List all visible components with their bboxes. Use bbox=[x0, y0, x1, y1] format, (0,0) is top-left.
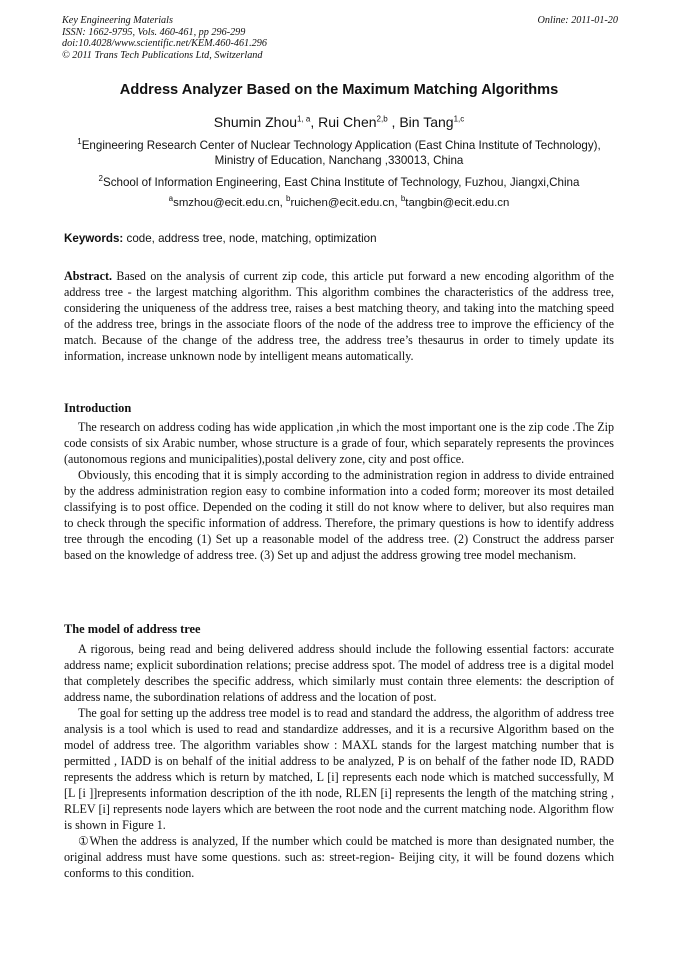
abstract-label: Abstract. bbox=[64, 269, 113, 283]
journal-header bbox=[62, 15, 618, 61]
email-link[interactable]: tangbin@ecit.edu.cn bbox=[405, 197, 510, 209]
author-list: Shumin Zhou$^{1, a}$, Rui Chen$^{2,b}$ , Bin Tang$^{1,c}$ bbox=[213, 114, 465, 130]
introduction-body bbox=[64, 419, 614, 563]
paragraph: A rigorous, being read and being delivered address should include the following essential factors: accurate address name; explicit subordination relations; precise address spot. The model of address tree is a digital model that completely describes the specific address, which similarly must contain three elements: the description of address name, the subordination relations of address and the location of post. bbox=[64, 642, 614, 704]
journal-issn: ISSN: 1662-9795, Vols. 460-461, pp 296-299 bbox=[62, 26, 246, 38]
affiliation-text: School of Information Engineering, East China Institute of Technology, Fuzhou, Jiangxi,China bbox=[102, 176, 580, 189]
keywords bbox=[64, 232, 620, 245]
email-mark: a bbox=[168, 194, 174, 204]
affiliation-text: Engineering Research Center of Nuclear Technology Application (East China Institute of Technology), Ministry of Education, Nanchang ,330013, China bbox=[81, 139, 601, 167]
paper-title: Address Analyzer Based on the Maximum Matching Algorithms bbox=[119, 82, 559, 98]
email-mark: b bbox=[400, 194, 406, 204]
online-date: Online: 2011-01-20 bbox=[537, 15, 618, 26]
author-name: Shumin Zhou bbox=[213, 114, 298, 130]
affiliation-1 bbox=[60, 138, 618, 168]
author-affil-mark: 2,b bbox=[376, 114, 388, 124]
email-link[interactable]: ruichen@ecit.edu.cn bbox=[290, 197, 395, 209]
abstract-paragraph bbox=[64, 268, 614, 364]
paragraph: Obviously, this encoding that it is simply according to the administration region in address to divide entrained by the address administration region easy to combine information into a coded form; moreover its most detailed classifying is to post office. Depended on the coding it still do not know where to deliver, but also requires man to check through the specific information of address. Therefore, the primary questions is how to identify address tree through the encoding (1) Set up a reasonable model of the address tree. (2) Construct the address parser based on the knowledge of address tree. (3) Set up and adjust the address growing tree model mechanism. bbox=[64, 468, 614, 562]
abstract bbox=[64, 268, 614, 364]
author-affil-mark: 1, a bbox=[297, 114, 311, 124]
email-link[interactable]: smzhou@ecit.edu.cn bbox=[173, 197, 280, 209]
section-heading-model: The model of address tree bbox=[64, 622, 201, 636]
paragraph: The research on address coding has wide application ,in which the most important one is the zip code .The Zip code consists of six Arabic number, whose structure is a grade of four, which separately represents the provinces (autonomous regions and municipalities),postal delivery zone, city and post office. bbox=[64, 420, 614, 466]
journal-name: Key Engineering Materials bbox=[62, 15, 173, 26]
affiliation-mark: 2 bbox=[98, 174, 103, 184]
model-body bbox=[64, 641, 614, 881]
journal-doi: doi:10.4028/www.scientific.net/KEM.460-461.296 bbox=[62, 38, 267, 49]
section-heading-introduction: Introduction bbox=[64, 401, 132, 415]
email-list: $^a$smzhou@ecit.edu.cn, $^b$ruichen@ecit.edu.cn, $^b$tangbin@ecit.edu.cn bbox=[168, 194, 510, 209]
paragraph: ①When the address is analyzed, If the number which could be matched is more than designated number, the original address must have some questions. such as: street-region- Beijing city, it will be found dozens which conforms to this condition. bbox=[64, 834, 614, 880]
affiliation-mark: 1 bbox=[77, 137, 82, 147]
author-affil-mark: 1,c bbox=[453, 114, 465, 124]
author-name: Bin Tang bbox=[399, 114, 454, 130]
journal-info bbox=[62, 15, 618, 61]
abstract-text: Based on the analysis of current zip code, this article put forward a new encoding algorithm of the address tree - the largest matching algorithm. This algorithm combines the characteristics of the address tree, considering the uniqueness of the address tree, raises a best matching theory, and taking into the matching speed of the address tree, brings in the associate floors of the node of the address tree to improve the efficiency of the match. Because of the change of the address tree, the address tree’s thesaurus in order to timely update its information, increase unknown node by intelligent means automatically. bbox=[64, 269, 614, 363]
journal-copyright: © 2011 Trans Tech Publications Ltd, Switzerland bbox=[62, 49, 263, 61]
keywords-text: code, address tree, node, matching, optimization bbox=[126, 232, 377, 245]
email-mark: b bbox=[286, 194, 291, 204]
author-name: Rui Chen bbox=[318, 114, 377, 130]
affiliation-2 bbox=[60, 175, 618, 190]
keywords-label: Keywords: bbox=[64, 232, 124, 245]
paragraph: The goal for setting up the address tree model is to read and standard the address, the algorithm of address tree analysis is a tool which is used to read and standardize addresses, and it is a recursive Algorithm based on the model of address tree. The algorithm variables show : MAXL stands for the largest matching number that is permitted , IADD is on behalf of the initial address to be analyzed, P is on behalf of the father node ID, RADD represents the address which is return by matched, L [i] represents each node which is matched successfully, M [L [i ]]represents information description of the ith node, RLEN [i] represents the length of the matching string , RLEV [i] represents node layers which are between the root node and the current matching node. Algorithm flow is shown in Figure 1. bbox=[64, 706, 614, 832]
